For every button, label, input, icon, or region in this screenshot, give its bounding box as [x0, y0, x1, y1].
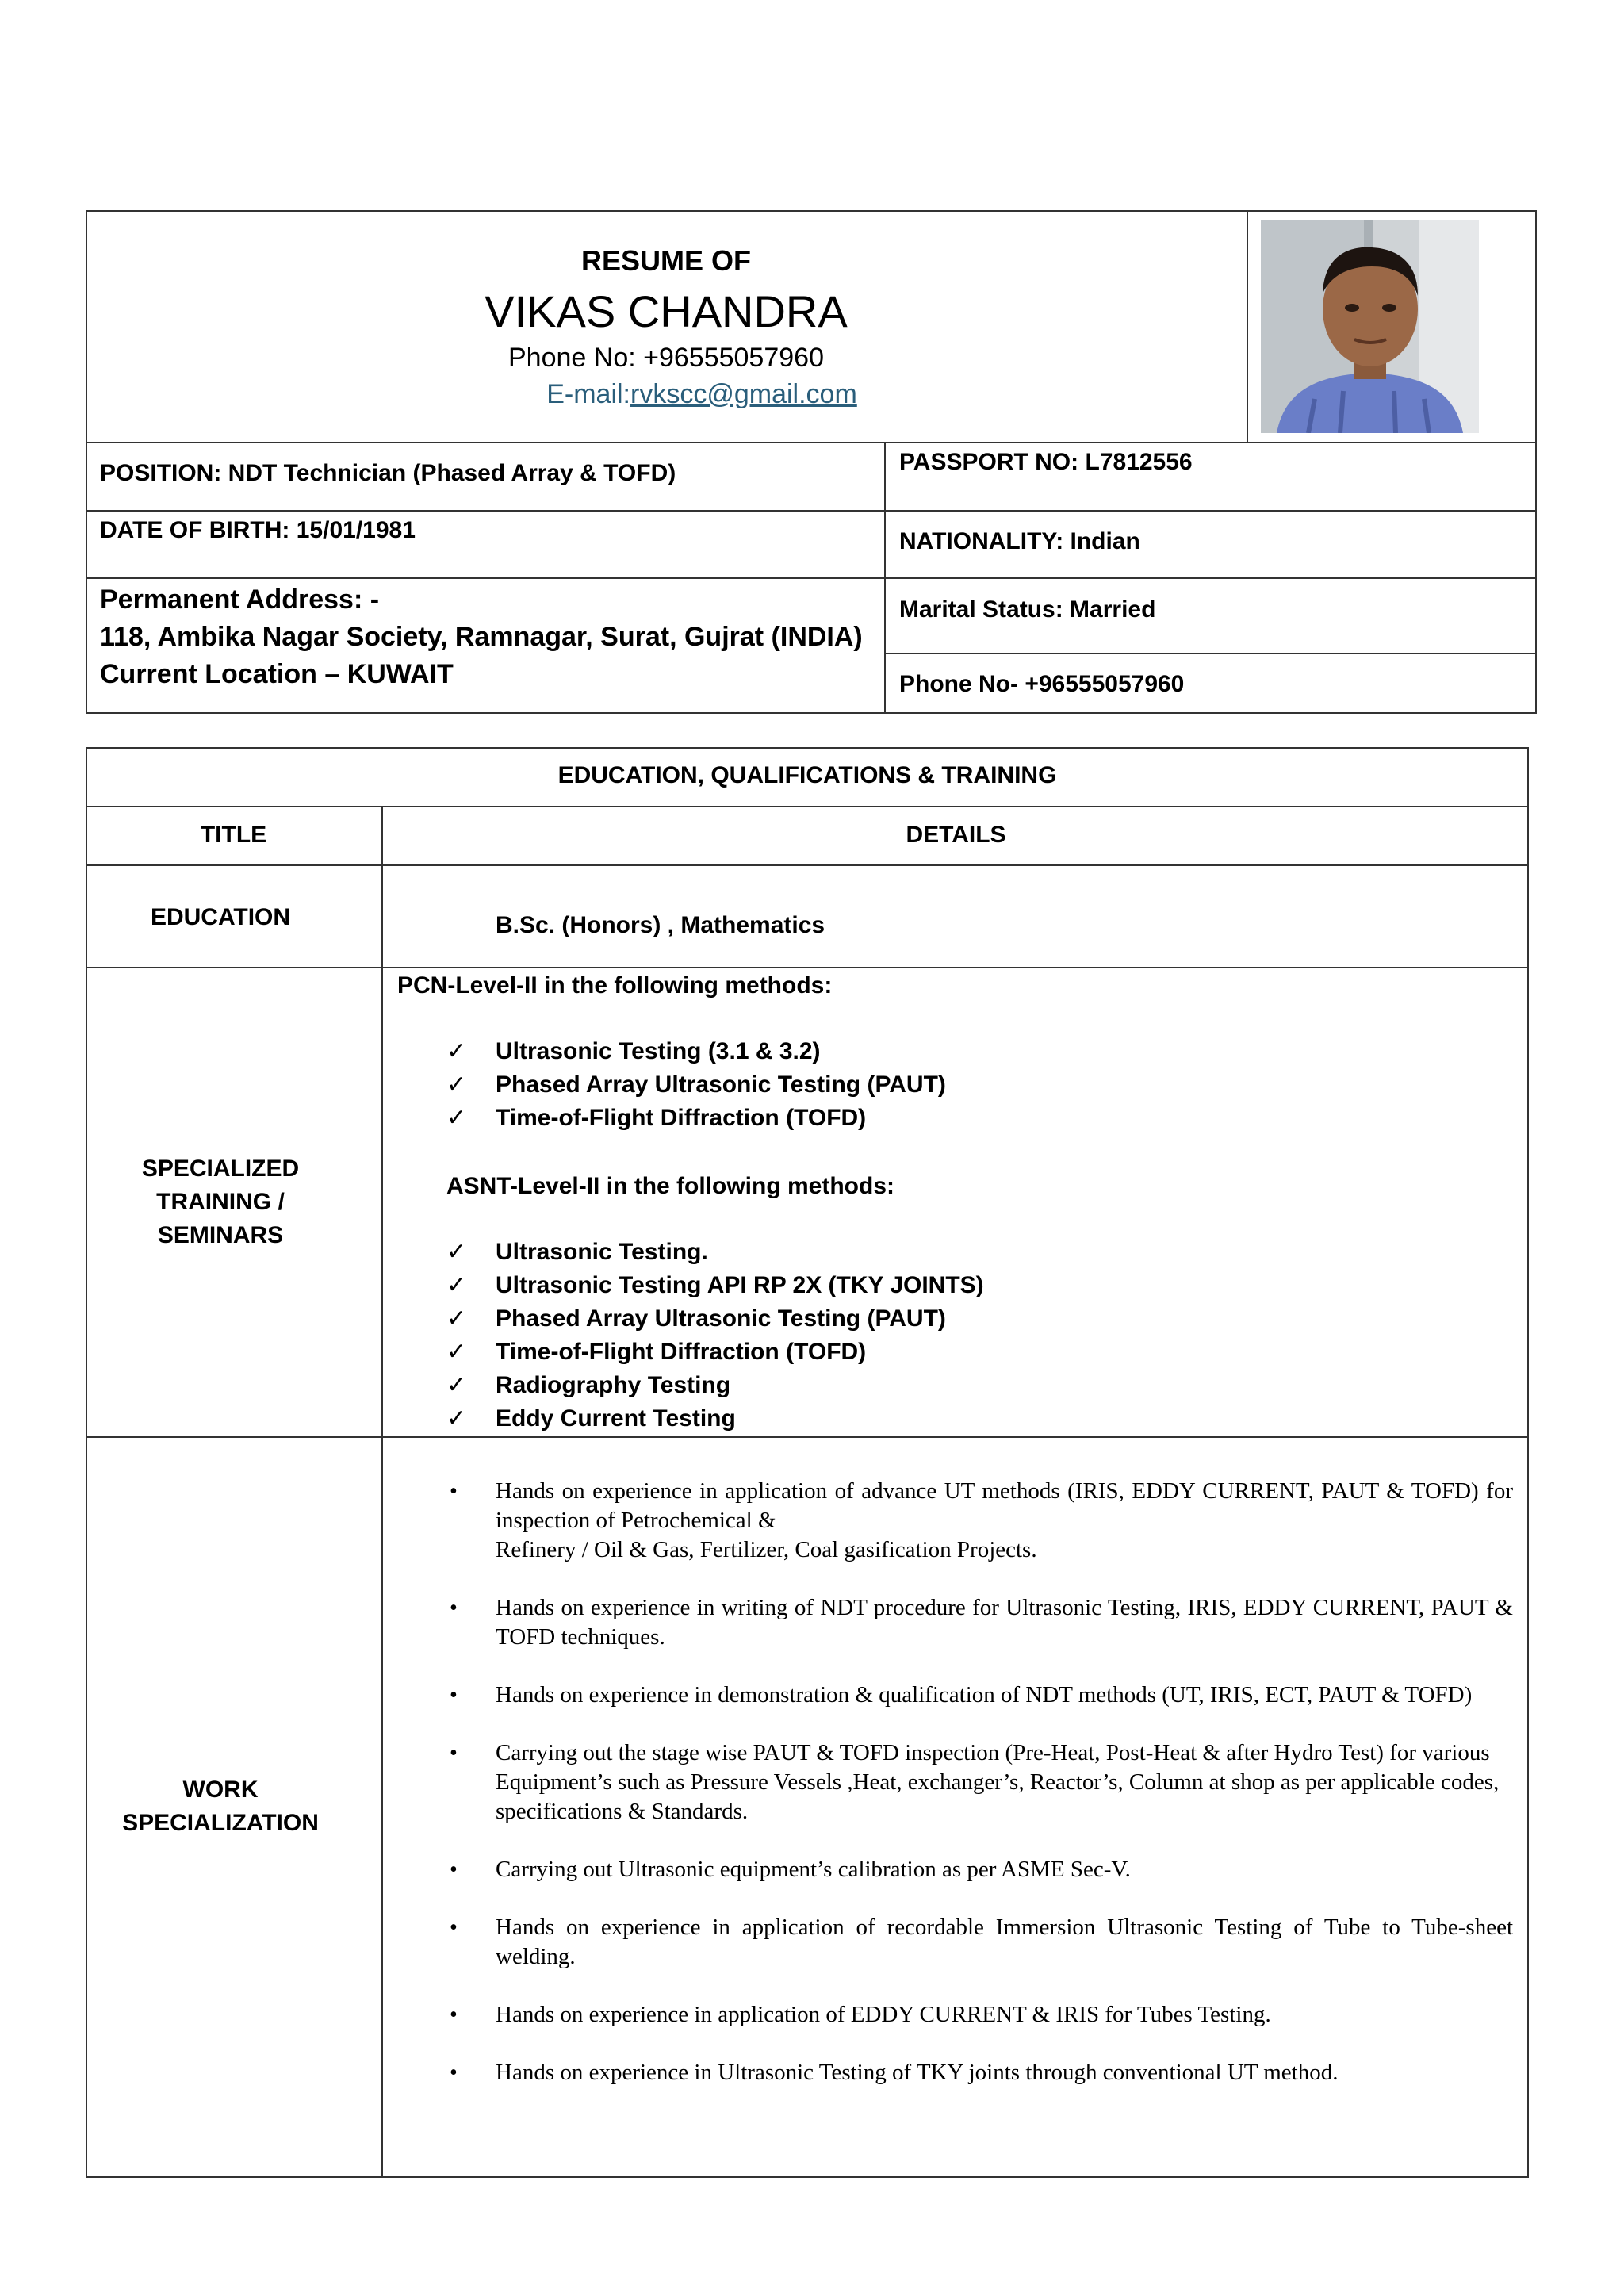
bullet-icon: •	[450, 2003, 458, 2027]
list-item	[446, 1402, 1477, 1435]
row-label-line: TRAINING /	[156, 1189, 285, 1215]
table-divider	[86, 510, 1537, 512]
list-item-text: Hands on experience in writing of NDT procedure for Ultrasonic Testing, IRIS, EDDY CURRENT, PAUT & TOFD techniques.	[496, 1595, 1513, 1650]
list-item-text: Carrying out Ultrasonic equipment’s calibration as per ASME Sec-V.	[496, 1857, 1131, 1882]
pcn-heading: PCN-Level-II in the following methods:	[397, 972, 833, 999]
checkmark-icon: ✓	[446, 1271, 467, 1299]
pcn-methods-list	[446, 1035, 1477, 1135]
table-divider	[381, 806, 383, 2178]
table-divider	[1247, 210, 1248, 443]
bullet-icon: •	[450, 1741, 458, 1765]
row-label-line: SEMINARS	[157, 1222, 284, 1248]
list-item-text: Hands on experience in application of EDDY CURRENT & IRIS for Tubes Testing.	[496, 2002, 1271, 2027]
list-item-continuation	[446, 1535, 1513, 1565]
resume-heading: RESUME OF	[580, 244, 751, 277]
address-label: Permanent Address: -	[100, 585, 380, 615]
row-label-line: SPECIALIZATION	[122, 1810, 319, 1836]
current-location-field: Current Location – KUWAIT	[100, 659, 454, 689]
address-value: 118, Ambika Nagar Society, Ramnagar, Surat, Gujrat (INDIA)	[100, 622, 863, 652]
table-divider	[86, 864, 1529, 866]
row-label-work	[86, 1773, 355, 1840]
list-item	[446, 2000, 1513, 2030]
profile-photo	[1261, 220, 1479, 433]
checkmark-icon: ✓	[446, 1037, 467, 1065]
list-item-text: Carrying out the stage wise PAUT & TOFD inspection (Pre-Heat, Post-Heat & after Hydro Test) for various Equipment’s such as Pressure Vessels ,Heat, exchanger’s, Reactor’s, Column at shop as per applicable codes, specifications & Standards.	[496, 1740, 1500, 1824]
asnt-heading: ASNT-Level-II in the following methods:	[446, 1173, 895, 1199]
list-item-label: Time-of-Flight Diffraction (TOFD)	[496, 1339, 867, 1365]
list-item	[446, 1302, 1477, 1336]
dob-field: DATE OF BIRTH: 15/01/1981	[100, 517, 416, 543]
list-item-label: Ultrasonic Testing.	[496, 1239, 708, 1265]
list-item-text: Hands on experience in application of advance UT methods (IRIS, EDDY CURRENT, PAUT & TOFD) for inspection of Petrochemical &	[496, 1478, 1513, 1533]
list-item	[446, 1068, 1477, 1102]
profile-photo-image	[1261, 220, 1479, 433]
list-item	[446, 2058, 1513, 2087]
list-item-label: Ultrasonic Testing API RP 2X (TKY JOINTS)	[496, 1272, 984, 1298]
position-field: POSITION: NDT Technician (Phased Array & TOFD)	[100, 460, 676, 486]
list-item	[446, 1681, 1513, 1710]
list-item-text: Hands on experience in Ultrasonic Testing of TKY joints through conventional UT method.	[496, 2060, 1339, 2085]
education-table-title: EDUCATION, QUALIFICATIONS & TRAINING	[557, 762, 1057, 788]
list-item-text: Hands on experience in demonstration & qualification of NDT methods (UT, IRIS, ECT, PAUT & TOFD)	[496, 1682, 1473, 1708]
candidate-name: VIKAS CHANDRA	[485, 286, 848, 336]
list-item	[446, 1855, 1513, 1884]
list-item-label: Phased Array Ultrasonic Testing (PAUT)	[496, 1305, 946, 1332]
header-phone: Phone No: +96555057960	[508, 343, 824, 373]
email-link[interactable]: rvkscc@gmail.com	[630, 379, 857, 409]
column-header-details: DETAILS	[906, 822, 1006, 848]
list-item	[446, 1102, 1477, 1135]
list-item	[446, 1336, 1477, 1369]
row-label-line: SPECIALIZED	[141, 1156, 300, 1182]
phone-field: Phone No- +96555057960	[899, 671, 1185, 697]
table-divider	[86, 577, 1537, 579]
checkmark-icon: ✓	[446, 1338, 467, 1366]
list-item	[446, 1477, 1513, 1535]
table-divider	[86, 442, 1537, 443]
table-divider	[86, 1436, 1529, 1438]
checkmark-icon: ✓	[446, 1371, 467, 1399]
checkmark-icon: ✓	[446, 1238, 467, 1266]
list-item	[446, 1369, 1477, 1402]
table-divider	[884, 653, 1537, 654]
list-item	[446, 1269, 1477, 1302]
bullet-icon: •	[450, 1915, 458, 1940]
list-item	[446, 1236, 1477, 1269]
list-item-text: Hands on experience in application of recordable Immersion Ultrasonic Testing of Tube to Tube-sheet welding.	[496, 1915, 1513, 1969]
bullet-icon: •	[450, 2060, 458, 2085]
bullet-icon: •	[450, 1596, 458, 1620]
list-item	[446, 1913, 1513, 1972]
list-item-label: Radiography Testing	[496, 1372, 731, 1398]
email-label: E-mail:	[546, 379, 631, 409]
nationality-field: NATIONALITY: Indian	[899, 528, 1140, 554]
list-item-label: Phased Array Ultrasonic Testing (PAUT)	[496, 1071, 946, 1098]
list-item-label: Eddy Current Testing	[496, 1405, 736, 1432]
row-label-training	[86, 1152, 355, 1252]
column-header-title: TITLE	[200, 822, 267, 848]
header-email	[86, 379, 1247, 410]
bullet-icon: •	[450, 1479, 458, 1504]
work-specialization-list	[446, 1477, 1513, 2116]
checkmark-icon: ✓	[446, 1104, 467, 1132]
passport-field: PASSPORT NO: L7812556	[899, 449, 1193, 475]
table-divider	[86, 967, 1529, 968]
marital-status-field: Marital Status: Married	[899, 596, 1156, 623]
row-label-line: WORK	[182, 1777, 259, 1803]
bullet-icon: •	[450, 1857, 458, 1882]
list-item	[446, 1738, 1513, 1826]
list-item-label: Time-of-Flight Diffraction (TOFD)	[496, 1105, 867, 1131]
list-item	[446, 1035, 1477, 1068]
list-item	[446, 1593, 1513, 1652]
asnt-methods-list	[446, 1236, 1477, 1435]
checkmark-icon: ✓	[446, 1305, 467, 1332]
checkmark-icon: ✓	[446, 1405, 467, 1432]
table-divider	[884, 442, 886, 714]
list-item-text: Refinery / Oil & Gas, Fertilizer, Coal gasification Projects.	[496, 1537, 1037, 1562]
list-item-label: Ultrasonic Testing (3.1 & 3.2)	[496, 1038, 821, 1064]
education-value: B.Sc. (Honors) , Mathematics	[496, 912, 825, 938]
checkmark-icon: ✓	[446, 1071, 467, 1098]
table-divider	[86, 806, 1529, 807]
row-label-education: EDUCATION	[150, 904, 291, 930]
bullet-icon: •	[450, 1683, 458, 1708]
